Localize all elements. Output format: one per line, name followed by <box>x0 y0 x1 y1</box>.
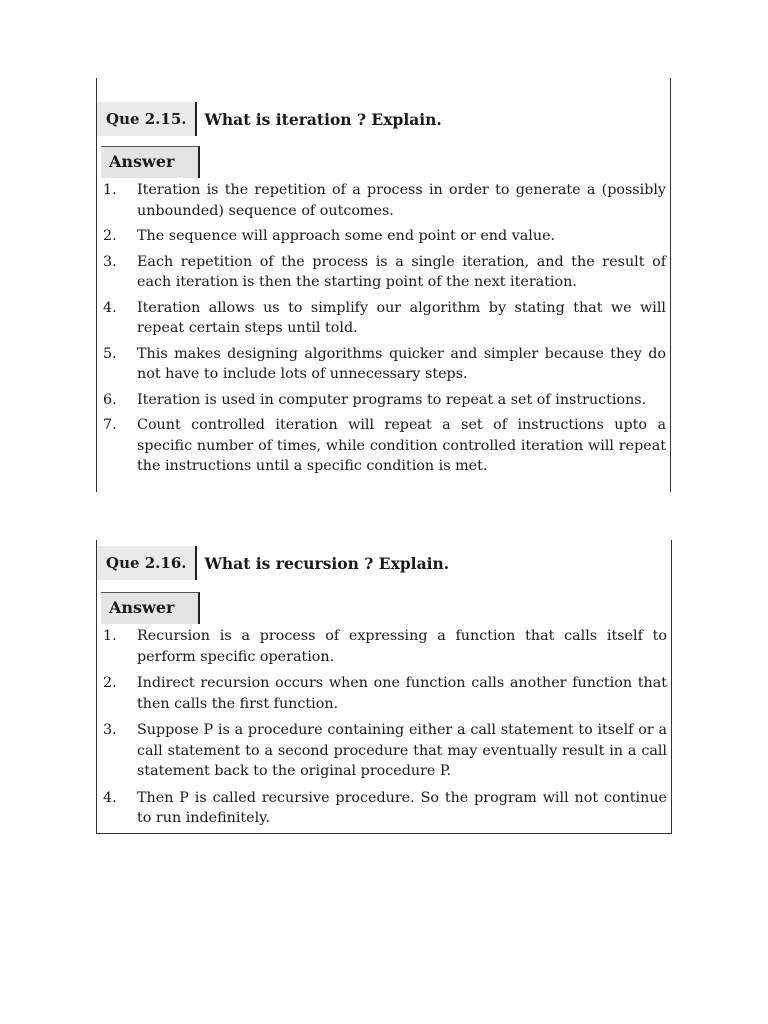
item-text: Iteration is the repetition of a process in order to generate a (possibly unbounded) sequence of outcomes. <box>137 182 666 219</box>
item-text: This makes designing algorithms quicker and simpler because they do not have to include lots of unnecessary steps. <box>137 345 666 382</box>
question-title: What is recursion ? Explain. <box>204 553 450 573</box>
item-number: 5. <box>103 345 117 362</box>
item-number: 1. <box>103 182 117 198</box>
item-text: Suppose P is a procedure containing either a call statement to itself or a call statement to a second procedure that may eventually result in a call statement back to the original procedure P. <box>137 722 667 779</box>
item-number: 6. <box>103 391 117 408</box>
item-number: 2. <box>103 228 117 244</box>
item-number: 4. <box>103 789 117 806</box>
list-item <box>101 180 666 221</box>
item-number: 4. <box>103 299 117 316</box>
answer-heading: Answer <box>101 146 200 178</box>
question-header <box>97 546 449 580</box>
list-item <box>101 720 667 782</box>
list-item <box>101 344 666 385</box>
item-text: Each repetition of the process is a single iteration, and the result of each iteration is then the starting point of the next iteration. <box>137 253 666 290</box>
item-text: The sequence will approach some end point or end value. <box>137 228 556 244</box>
item-number: 7. <box>103 417 117 433</box>
item-text: Iteration is used in computer programs to repeat a set of instructions. <box>137 391 647 408</box>
item-number: 1. <box>103 628 117 644</box>
item-text: Then P is called recursive procedure. So the program will not continue to run indefinitely. <box>137 789 667 826</box>
question-panel-2-16 <box>96 540 672 834</box>
list-item <box>101 415 666 477</box>
item-number: 3. <box>103 253 117 270</box>
list-item <box>101 298 666 339</box>
answer-heading: Answer <box>101 592 200 624</box>
question-title: What is iteration ? Explain. <box>204 109 442 129</box>
list-item <box>101 390 666 411</box>
question-header <box>97 102 442 136</box>
list-item <box>101 226 666 247</box>
answer-list <box>101 180 666 482</box>
item-text: Iteration allows us to simplify our algorithm by stating that we will repeat certain steps until told. <box>137 299 666 336</box>
item-text: Indirect recursion occurs when one function calls another function that then calls the first function. <box>137 675 667 712</box>
list-item <box>101 626 667 667</box>
item-text: Recursion is a process of expressing a function that calls itself to perform specific operation. <box>137 628 667 665</box>
list-item <box>101 252 666 293</box>
item-number: 3. <box>103 722 117 738</box>
item-text: Count controlled iteration will repeat a set of instructions upto a specific number of times, while condition controlled iteration will repeat the instructions until a specific condition is met. <box>137 417 666 474</box>
question-panel-2-15 <box>96 78 671 492</box>
question-number: Que 2.16. <box>97 546 197 580</box>
question-number: Que 2.15. <box>97 102 197 136</box>
item-number: 2. <box>103 675 117 691</box>
list-item <box>101 673 667 714</box>
answer-list <box>101 626 667 835</box>
list-item <box>101 788 667 829</box>
